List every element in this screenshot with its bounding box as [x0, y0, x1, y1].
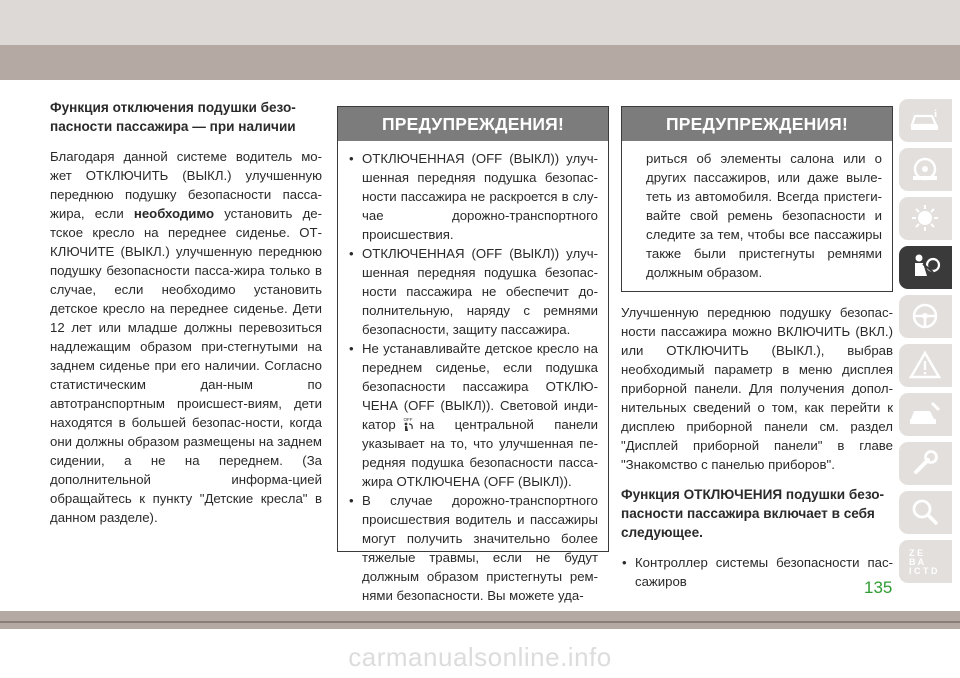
paragraph-text-cont: установить де-тское кресло на переднее сиденье. ОТ-КЛЮЧИТЕ (ВЫКЛ.) улучшенную переднюю подушку безопасности пасса-жира только в случае, если необходимо установить детское кресло на переднее сиденье. Дети 12 лет или младше должны перевозиться надлежащим образом при-стегнутыми на заднем сиденье при его наличии. Согласно статистическим дан-ным по автотранспортным происшест-виям, дети находятся в большей безопас-ности, когда они должны образом размещены на заднем сидении, а не на переднем. (За дополнительной информа-цией обращайтесь к пункту "Детские кресла" в данном разделе). [50, 206, 322, 525]
wrench-service-icon [908, 448, 942, 478]
feature-list [621, 553, 893, 591]
airbag-off-label: OFF [403, 417, 413, 422]
page-number: 135 [864, 578, 893, 597]
steering-wheel-icon [908, 301, 942, 331]
warning-title: ПРЕДУПРЕЖДЕНИЯ! [338, 107, 608, 141]
tab-emergency[interactable] [899, 344, 952, 387]
warning-item: • В случае дорожно-транспортного происшествия водитель и пассажиры могут получить значительно более тяжелые травмы, если не будут должным образом пристегнуты рем-нями безопасности. Вы можете уда- [348, 491, 598, 605]
header-stripe [0, 45, 960, 80]
tab-index[interactable] [899, 540, 952, 583]
svg-text:I C T D: I C T D [909, 566, 938, 576]
chapter-tabs [899, 99, 952, 589]
car-info-icon [908, 105, 942, 135]
section-paragraph [50, 147, 322, 527]
tab-customer[interactable] [899, 491, 952, 534]
index-icon [908, 546, 942, 576]
footer-line [0, 621, 960, 623]
tab-controls[interactable] [899, 148, 952, 191]
paragraph-bold-text: необходимо [133, 206, 215, 221]
warning-triangle-icon [908, 350, 942, 380]
car-service-icon [908, 399, 942, 429]
info-paragraph: Улучшенную переднюю подушку безопас-ности пассажира можно ВКЛЮЧИТЬ (ВКЛ.) или ОТКЛЮЧИТЬ (ВЫКЛ.), выбрав необходимый параметр в меню дисплея приборной панели. Для получения допол-нительных сведений о том, как перейти к дисплею приборной панели см. раздел "Дисплей приборной панели" в главе "Знакомство с панелью приборов". [621, 305, 893, 472]
paragraph-text: Благодаря данной системе водитель мо-жет ОТКЛЮЧИТЬ (ВЫКЛ.) улучшенную переднюю подушку безопасности пасса-жира, если [50, 149, 322, 221]
warning-item-text-cont: на центральной панели указывает на то, что улучшенная пе-редняя подушка безопасности пасса-жира ОТКЛЮЧЕНА (OFF (ВЫКЛ)). [362, 417, 598, 489]
feature-item: • Контроллер системы безопасности пас-сажиров [621, 553, 893, 591]
warning-box [337, 106, 609, 603]
tab-driving[interactable] [899, 295, 952, 338]
column-2 [337, 106, 609, 603]
airbag-off-indicator-icon [400, 416, 416, 432]
search-icon [908, 497, 942, 527]
tab-car-info[interactable] [899, 99, 952, 142]
airbag-safety-icon [908, 252, 942, 282]
warning-item [348, 339, 598, 491]
watermark: carmanualsonline.info [348, 642, 612, 672]
section-heading: Функция отключения подушки безо-пасности пассажира — при наличии [50, 100, 296, 134]
svg-text:Z E: Z E [909, 548, 924, 558]
tab-specifications[interactable] [899, 442, 952, 485]
footer-band [0, 611, 960, 629]
safety-indicator-icon [908, 203, 942, 233]
svg-text:i: i [934, 108, 938, 120]
subsection-heading: Функция ОТКЛЮЧЕНИЯ подушки безо-пасности пассажира включает в себя следующее. [621, 487, 885, 540]
warning-body [622, 141, 892, 291]
warning-item: • ОТКЛЮЧЕННАЯ (OFF (ВЫКЛ)) улуч-шенная передняя подушка безопас-ности пассажира не раскроется в слу-чае дорожно-транспортного происшествия. [348, 149, 598, 244]
svg-text:B A: B A [909, 557, 925, 567]
warning-list [348, 149, 598, 605]
header-band [0, 0, 960, 80]
warning-item-text: Не устанавливайте детское кресло на переднем сиденье, если подушка безопасности пассажира ОТКЛЮ-ЧЕНА (OFF (ВЫКЛ)). Световой инди-катор [362, 341, 598, 432]
tab-service[interactable] [899, 393, 952, 436]
steering-controls-icon [908, 154, 942, 184]
tab-safety[interactable] [899, 246, 952, 289]
column-1 [50, 98, 322, 527]
warning-body [338, 141, 608, 614]
tab-indicators[interactable] [899, 197, 952, 240]
warning-item: • ОТКЛЮЧЕННАЯ (OFF (ВЫКЛ)) улуч-шенная передняя подушка безопас-ности пассажира не обеспечит до-полнительную, наряду с ремнями безопасности, защиту пассажира. [348, 244, 598, 339]
warning-title: ПРЕДУПРЕЖДЕНИЯ! [622, 107, 892, 141]
warning-continued-text: риться об элементы салона или о других пассажиров, или даже выле-теть из автомобиля. Всегда пристеги-вайте свой ремень безопасности и следите за тем, чтобы все пассажиры также были пристегнуты ремнями должным образом. [646, 151, 882, 280]
column-3 [621, 106, 893, 591]
warning-box-continued [621, 106, 893, 292]
